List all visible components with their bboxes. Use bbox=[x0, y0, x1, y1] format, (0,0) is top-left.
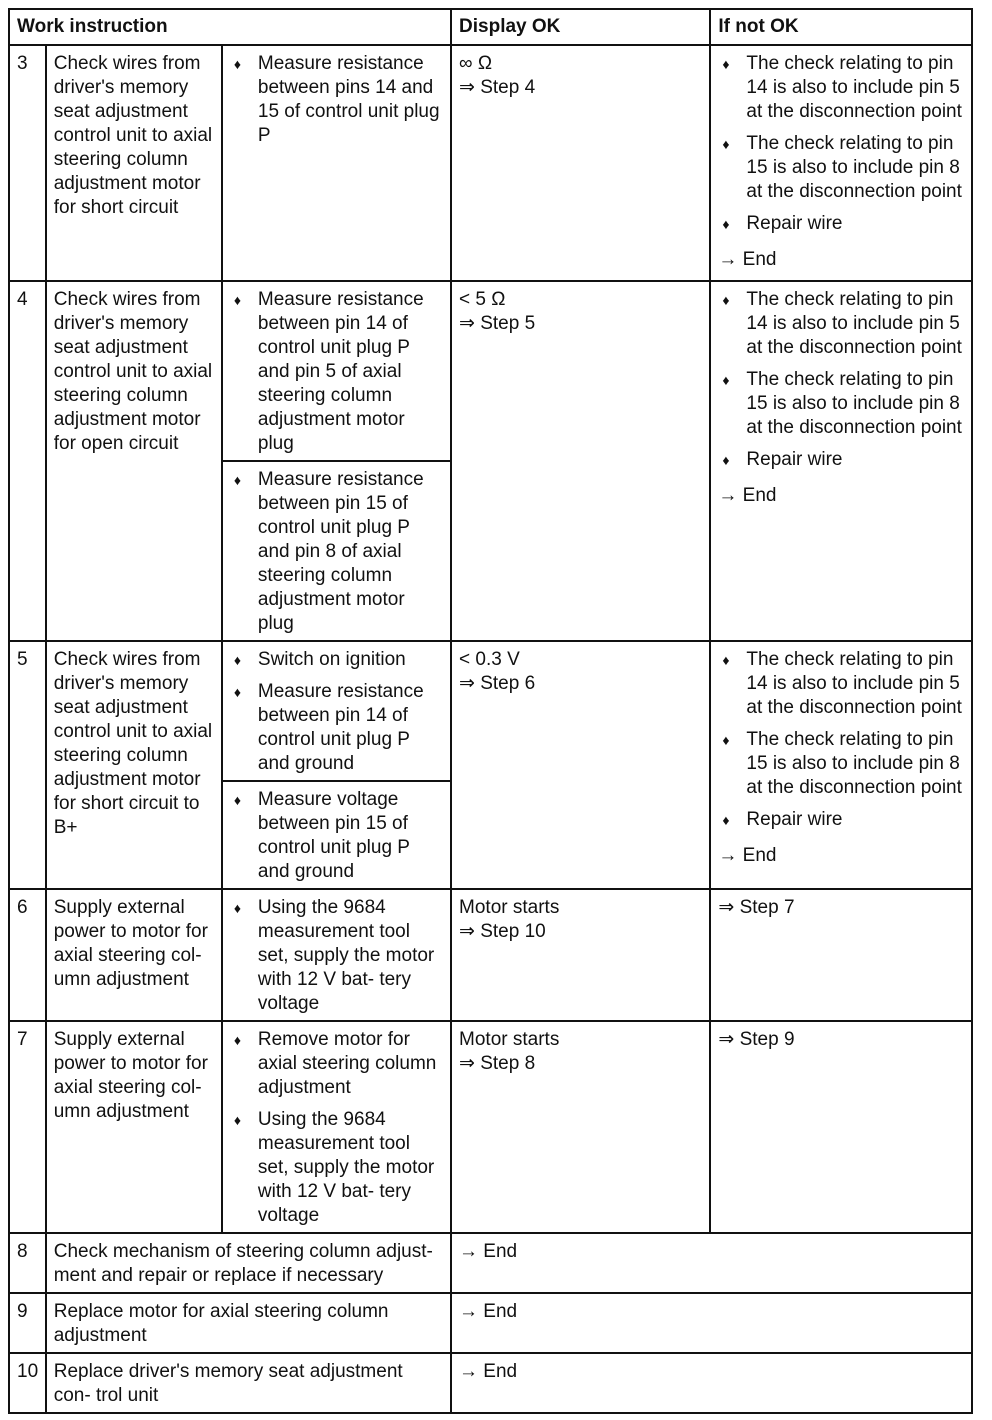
bullet-icon: ♦ bbox=[722, 136, 730, 152]
step-number: 4 bbox=[9, 281, 46, 641]
table-header-row bbox=[9, 9, 972, 45]
if-not-ok-cell bbox=[710, 281, 972, 641]
bullet-icon: ♦ bbox=[722, 216, 730, 232]
not-ok-end: → End bbox=[718, 485, 777, 506]
ok-value: Motor starts bbox=[459, 1029, 560, 1050]
not-ok-end: → End bbox=[718, 845, 777, 866]
list-item: ♦ Using the 9684 measurement tool set, supply the motor with 12 V bat- tery voltage bbox=[233, 1109, 435, 1226]
list-item: ♦ The check relating to pin 14 is also to include pin 5 at the disconnection point bbox=[722, 289, 962, 358]
step-description: Check wires from driver's memory seat adjustment control unit to axial steering column adjustment motor for short circuit to B+ bbox=[46, 641, 222, 889]
bullet-icon: ♦ bbox=[233, 684, 242, 700]
step-number: 10 bbox=[9, 1353, 46, 1413]
bullet-icon: ♦ bbox=[722, 372, 730, 388]
display-ok-cell bbox=[451, 1021, 710, 1233]
ok-next-step: ⇒ Step 5 bbox=[459, 313, 536, 334]
list-item: ♦ Switch on ignition bbox=[233, 649, 406, 670]
bullet-icon: ♦ bbox=[233, 56, 242, 72]
bullet-icon: ♦ bbox=[233, 292, 242, 308]
list-item: ♦ The check relating to pin 14 is also to include pin 5 at the disconnection point bbox=[722, 649, 962, 718]
list-item: ♦ Measure resistance between pin 14 of control unit plug P and ground bbox=[233, 681, 424, 774]
not-ok-end: → End bbox=[718, 249, 777, 270]
ok-next-step: ⇒ Step 10 bbox=[459, 921, 546, 942]
header-work-instruction: Work instruction bbox=[9, 9, 451, 45]
list-item: ♦ Measure resistance between pins 14 and 15 of control unit plug P bbox=[233, 53, 440, 146]
table-row bbox=[9, 889, 972, 1021]
table-row bbox=[9, 281, 972, 461]
step-action bbox=[222, 889, 451, 1021]
step-action bbox=[222, 461, 451, 641]
bullet-icon: ♦ bbox=[722, 812, 730, 828]
list-item: ♦ The check relating to pin 15 is also to include pin 8 at the disconnection point bbox=[722, 133, 962, 202]
step-description: Replace driver's memory seat adjustment con- trol unit bbox=[46, 1353, 451, 1413]
display-ok-cell bbox=[451, 889, 710, 1021]
step-action bbox=[222, 641, 451, 781]
bullet-icon: ♦ bbox=[722, 292, 730, 308]
bullet-icon: ♦ bbox=[233, 472, 242, 488]
bullet-icon: ♦ bbox=[233, 1112, 242, 1128]
list-item: ♦ Repair wire bbox=[722, 213, 843, 234]
step-action bbox=[222, 1021, 451, 1233]
step-description: Supply external power to motor for axial steering col- umn adjustment bbox=[46, 889, 222, 1021]
step-action bbox=[222, 781, 451, 889]
result-cell: → End bbox=[451, 1293, 972, 1353]
bullet-icon: ♦ bbox=[233, 652, 242, 668]
step-number: 8 bbox=[9, 1233, 46, 1293]
list-item: ♦ Remove motor for axial steering column adjustment bbox=[233, 1029, 437, 1098]
work-instruction-table bbox=[8, 8, 973, 1414]
ok-next-step: ⇒ Step 6 bbox=[459, 673, 536, 694]
list-item: ♦ The check relating to pin 14 is also to include pin 5 at the disconnection point bbox=[722, 53, 962, 122]
list-item: ♦ Measure resistance between pin 14 of control unit plug P and pin 5 of axial steering column adjustment motor plug bbox=[233, 289, 424, 454]
table-row bbox=[9, 1233, 972, 1293]
bullet-icon: ♦ bbox=[233, 1032, 242, 1048]
display-ok-cell bbox=[451, 45, 710, 281]
ok-next-step: ⇒ Step 4 bbox=[459, 77, 536, 98]
display-ok-cell bbox=[451, 641, 710, 889]
table-row bbox=[9, 1353, 972, 1413]
step-description: Check wires from driver's memory seat adjustment control unit to axial steering column adjustment motor for short circuit bbox=[46, 45, 222, 281]
bullet-icon: ♦ bbox=[233, 792, 242, 808]
bullet-icon: ♦ bbox=[722, 652, 730, 668]
bullet-icon: ♦ bbox=[722, 56, 730, 72]
header-display-ok: Display OK bbox=[451, 9, 710, 45]
list-item: ♦ The check relating to pin 15 is also to include pin 8 at the disconnection point bbox=[722, 729, 962, 798]
if-not-ok-cell: ⇒ Step 7 bbox=[710, 889, 972, 1021]
list-item: ♦ Repair wire bbox=[722, 809, 843, 830]
if-not-ok-cell bbox=[710, 641, 972, 889]
bullet-icon: ♦ bbox=[722, 452, 730, 468]
header-if-not-ok: If not OK bbox=[710, 9, 972, 45]
if-not-ok-cell bbox=[710, 45, 972, 281]
list-item: ♦ Repair wire bbox=[722, 449, 843, 470]
list-item: ♦ Using the 9684 measurement tool set, supply the motor with 12 V bat- tery voltage bbox=[233, 897, 435, 1014]
step-number: 9 bbox=[9, 1293, 46, 1353]
step-action bbox=[222, 281, 451, 461]
table-row bbox=[9, 641, 972, 781]
list-item: ♦ Measure resistance between pin 15 of control unit plug P and pin 8 of axial steering column adjustment motor plug bbox=[233, 469, 424, 634]
step-description: Check wires from driver's memory seat adjustment control unit to axial steering column adjustment motor for open circuit bbox=[46, 281, 222, 641]
bullet-icon: ♦ bbox=[722, 732, 730, 748]
bullet-icon: ♦ bbox=[233, 900, 242, 916]
step-number: 7 bbox=[9, 1021, 46, 1233]
ok-value: Motor starts bbox=[459, 897, 560, 918]
result-cell: → End bbox=[451, 1233, 972, 1293]
table-row bbox=[9, 1021, 972, 1233]
ok-value: ∞ Ω bbox=[459, 53, 493, 74]
list-item: ♦ The check relating to pin 15 is also to include pin 8 at the disconnection point bbox=[722, 369, 962, 438]
display-ok-cell bbox=[451, 281, 710, 641]
table-row bbox=[9, 45, 972, 281]
list-item: ♦ Measure voltage between pin 15 of control unit plug P and ground bbox=[233, 789, 410, 882]
step-description: Supply external power to motor for axial steering col- umn adjustment bbox=[46, 1021, 222, 1233]
step-number: 5 bbox=[9, 641, 46, 889]
step-number: 6 bbox=[9, 889, 46, 1021]
step-number: 3 bbox=[9, 45, 46, 281]
table-row bbox=[9, 1293, 972, 1353]
ok-value: < 5 Ω bbox=[459, 289, 506, 310]
if-not-ok-cell: ⇒ Step 9 bbox=[710, 1021, 972, 1233]
result-cell: → End bbox=[451, 1353, 972, 1413]
step-description: Replace motor for axial steering column adjustment bbox=[46, 1293, 451, 1353]
step-description: Check mechanism of steering column adjust- ment and repair or replace if necessary bbox=[46, 1233, 451, 1293]
ok-next-step: ⇒ Step 8 bbox=[459, 1053, 536, 1074]
ok-value: < 0.3 V bbox=[459, 649, 520, 670]
step-action bbox=[222, 45, 451, 281]
